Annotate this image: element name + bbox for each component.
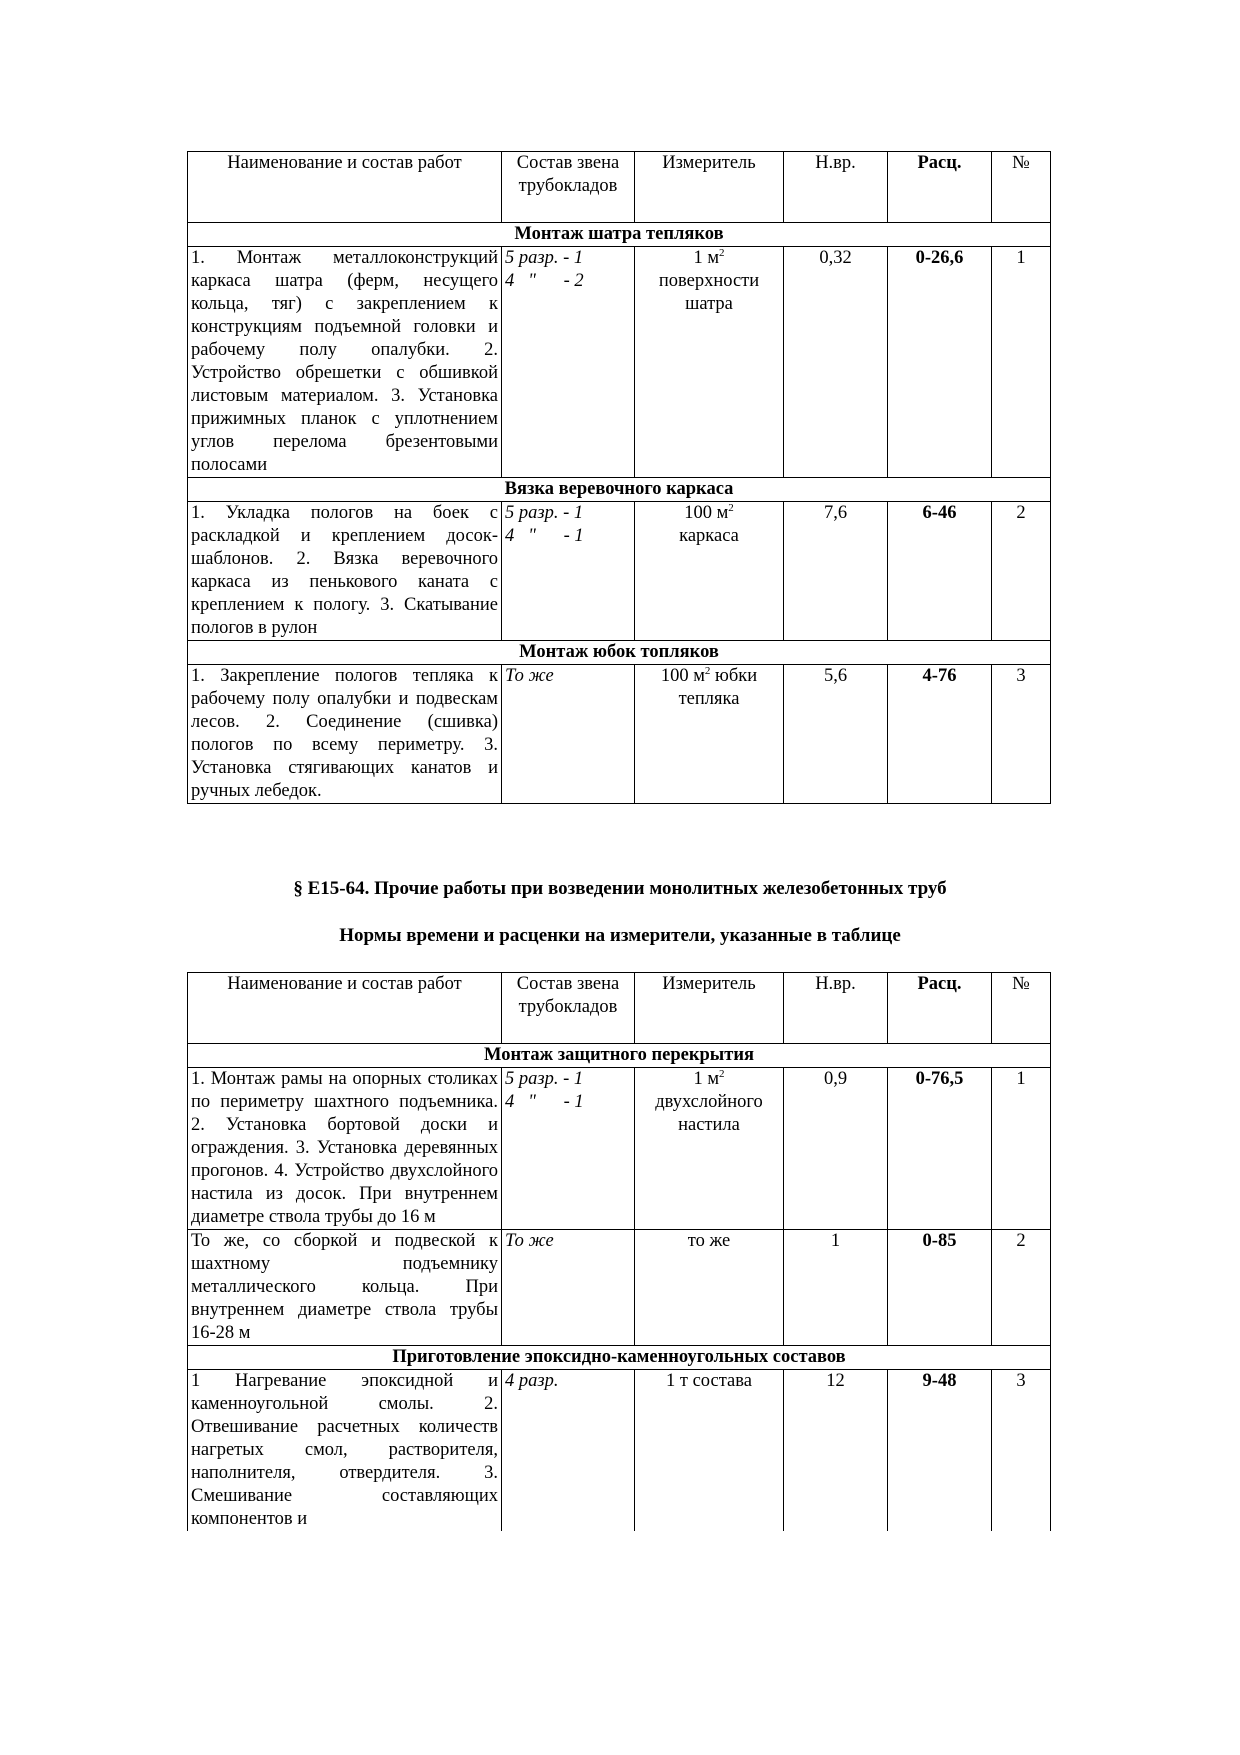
- row-number: 2: [992, 502, 1051, 641]
- header-name: Наименование и состав работ: [188, 973, 502, 1044]
- time-norm: 7,6: [784, 502, 888, 641]
- crew-line-1: 5 разр. - 1: [505, 1069, 584, 1089]
- time-norm: 12: [784, 1370, 888, 1532]
- header-time: Н.вр.: [784, 152, 888, 223]
- norms-table-2: [187, 972, 1051, 1531]
- section-row: [188, 478, 1051, 502]
- row-number: 3: [992, 665, 1051, 804]
- table-subheading: Нормы времени и расценки на измерители, указанные в таблице: [339, 925, 901, 946]
- measure-unit-a: 1 м: [693, 1069, 720, 1089]
- row-number: 1: [992, 1068, 1051, 1230]
- section-title: Монтаж шатра тепляков: [188, 223, 1051, 247]
- header-rate: Расц.: [888, 152, 992, 223]
- work-description: 1 Нагревание эпоксидной и каменноугольной смолы. 2. Отвешивание расчетных количеств нагретых смол, растворителя, наполнителя, отвердителя. 3. Смешивание составляющих компонентов и: [188, 1370, 502, 1532]
- work-description: 1. Монтаж рамы на опорных столиках по периметру шахтного подъемника. 2. Установка бортовой доски и ограждения. 3. Установка деревянных прогонов. 4. Устройство двухслойного настила из досок. При внутреннем диаметре ствола трубы до 16 м: [188, 1068, 502, 1230]
- section-title: Монтаж защитного перекрытия: [188, 1044, 1051, 1068]
- measure-unit-a: 1 т состава: [666, 1371, 752, 1391]
- crew-composition: [502, 247, 635, 478]
- measure-unit-b: двухслойного настила: [655, 1092, 763, 1135]
- section-title: Монтаж юбок топляков: [188, 641, 1051, 665]
- table-row: [188, 1370, 1051, 1532]
- crew-line-2: 4 " - 1: [505, 526, 584, 546]
- crew-line-1: То же: [505, 1231, 554, 1251]
- work-description: 1. Закрепление пологов тепляка к рабочему полу опалубки и подвескам лесов. 2. Соединение (сшивка) пологов по всему периметру. 3. Установка стягивающих канатов и ручных лебедок.: [188, 665, 502, 804]
- measure-unit: [635, 247, 784, 478]
- section-heading: § Е15-64. Прочие работы при возведении монолитных железобетонных труб: [293, 878, 947, 899]
- measure-unit-sup: 2: [704, 664, 711, 677]
- header-rate: Расц.: [888, 973, 992, 1044]
- crew-line-1: 5 разр. - 1: [505, 248, 584, 268]
- time-norm: 0,9: [784, 1068, 888, 1230]
- time-norm: 0,32: [784, 247, 888, 478]
- rate-value: 0-26,6: [888, 247, 992, 478]
- measure-unit: [635, 665, 784, 804]
- crew-line-1: То же: [505, 666, 554, 686]
- header-crew: Состав звена трубокладов: [502, 152, 635, 223]
- crew-composition: [502, 665, 635, 804]
- section-title: Вязка веревочного каркаса: [188, 478, 1051, 502]
- table-row: [188, 502, 1051, 641]
- time-norm: 1: [784, 1230, 888, 1346]
- crew-line-2: 4 " - 1: [505, 1092, 584, 1112]
- measure-unit-a: то же: [687, 1231, 731, 1251]
- crew-composition: [502, 1230, 635, 1346]
- rate-value: 4-76: [888, 665, 992, 804]
- measure-unit-a: 100 м: [660, 666, 705, 686]
- section-row: [188, 641, 1051, 665]
- crew-composition: [502, 1068, 635, 1230]
- measure-unit-b: поверхности шатра: [658, 271, 760, 314]
- row-number: 1: [992, 247, 1051, 478]
- table-header-row: [188, 152, 1051, 223]
- crew-line-1: 4 разр.: [505, 1371, 559, 1391]
- table-row: [188, 665, 1051, 804]
- rate-value: 0-76,5: [888, 1068, 992, 1230]
- header-measure: Измеритель: [635, 152, 784, 223]
- crew-composition: [502, 1370, 635, 1532]
- header-num: №: [992, 973, 1051, 1044]
- table-row: [188, 1068, 1051, 1230]
- measure-unit-b: юбки тепляка: [678, 666, 758, 709]
- measure-unit-a: 100 м: [684, 503, 729, 523]
- measure-unit: [635, 1370, 784, 1532]
- measure-unit-sup: 2: [728, 501, 734, 514]
- crew-line-1: 5 разр. - 1: [505, 503, 584, 523]
- crew-line-2: 4 " - 2: [505, 271, 584, 291]
- section-row: [188, 223, 1051, 247]
- row-number: 2: [992, 1230, 1051, 1346]
- header-time: Н.вр.: [784, 973, 888, 1044]
- table-row: [188, 247, 1051, 478]
- header-measure: Измеритель: [635, 973, 784, 1044]
- measure-unit-b: каркаса: [679, 526, 739, 546]
- section-row: [188, 1346, 1051, 1370]
- measure-unit-a: 1 м: [693, 248, 720, 268]
- section-title: Приготовление эпоксидно-каменноугольных составов: [188, 1346, 1051, 1370]
- measure-unit: [635, 502, 784, 641]
- header-num: №: [992, 152, 1051, 223]
- measure-unit: [635, 1230, 784, 1346]
- norms-table-1: [187, 151, 1051, 804]
- row-number: 3: [992, 1370, 1051, 1532]
- time-norm: 5,6: [784, 665, 888, 804]
- rate-value: 0-85: [888, 1230, 992, 1346]
- rate-value: 6-46: [888, 502, 992, 641]
- header-name: Наименование и состав работ: [188, 152, 502, 223]
- crew-composition: [502, 502, 635, 641]
- rate-value: 9-48: [888, 1370, 992, 1532]
- measure-unit: [635, 1068, 784, 1230]
- header-crew: Состав звена трубокладов: [502, 973, 635, 1044]
- section-row: [188, 1044, 1051, 1068]
- work-description: То же, со сборкой и подвеской к шахтному подъемнику металлического кольца. При внутреннем диаметре ствола трубы 16-28 м: [188, 1230, 502, 1346]
- work-description: 1. Укладка пологов на боек с раскладкой и креплением досок-шаблонов. 2. Вязка веревочного каркаса из пенькового каната с креплением к пологу. 3. Скатывание пологов в рулон: [188, 502, 502, 641]
- work-description: 1. Монтаж металлоконструкций каркаса шатра (ферм, несущего кольца, тяг) с закреплением к конструкциям подъемной головки и рабочему полу опалубки. 2. Устройство обрешетки с обшивкой листовым материалом. 3. Установка прижимных планок с уплотнением углов перелома брезентовыми полосами: [188, 247, 502, 478]
- measure-unit-sup: 2: [719, 246, 725, 259]
- measure-unit-sup: 2: [719, 1067, 725, 1080]
- table-row: [188, 1230, 1051, 1346]
- table-header-row: [188, 973, 1051, 1044]
